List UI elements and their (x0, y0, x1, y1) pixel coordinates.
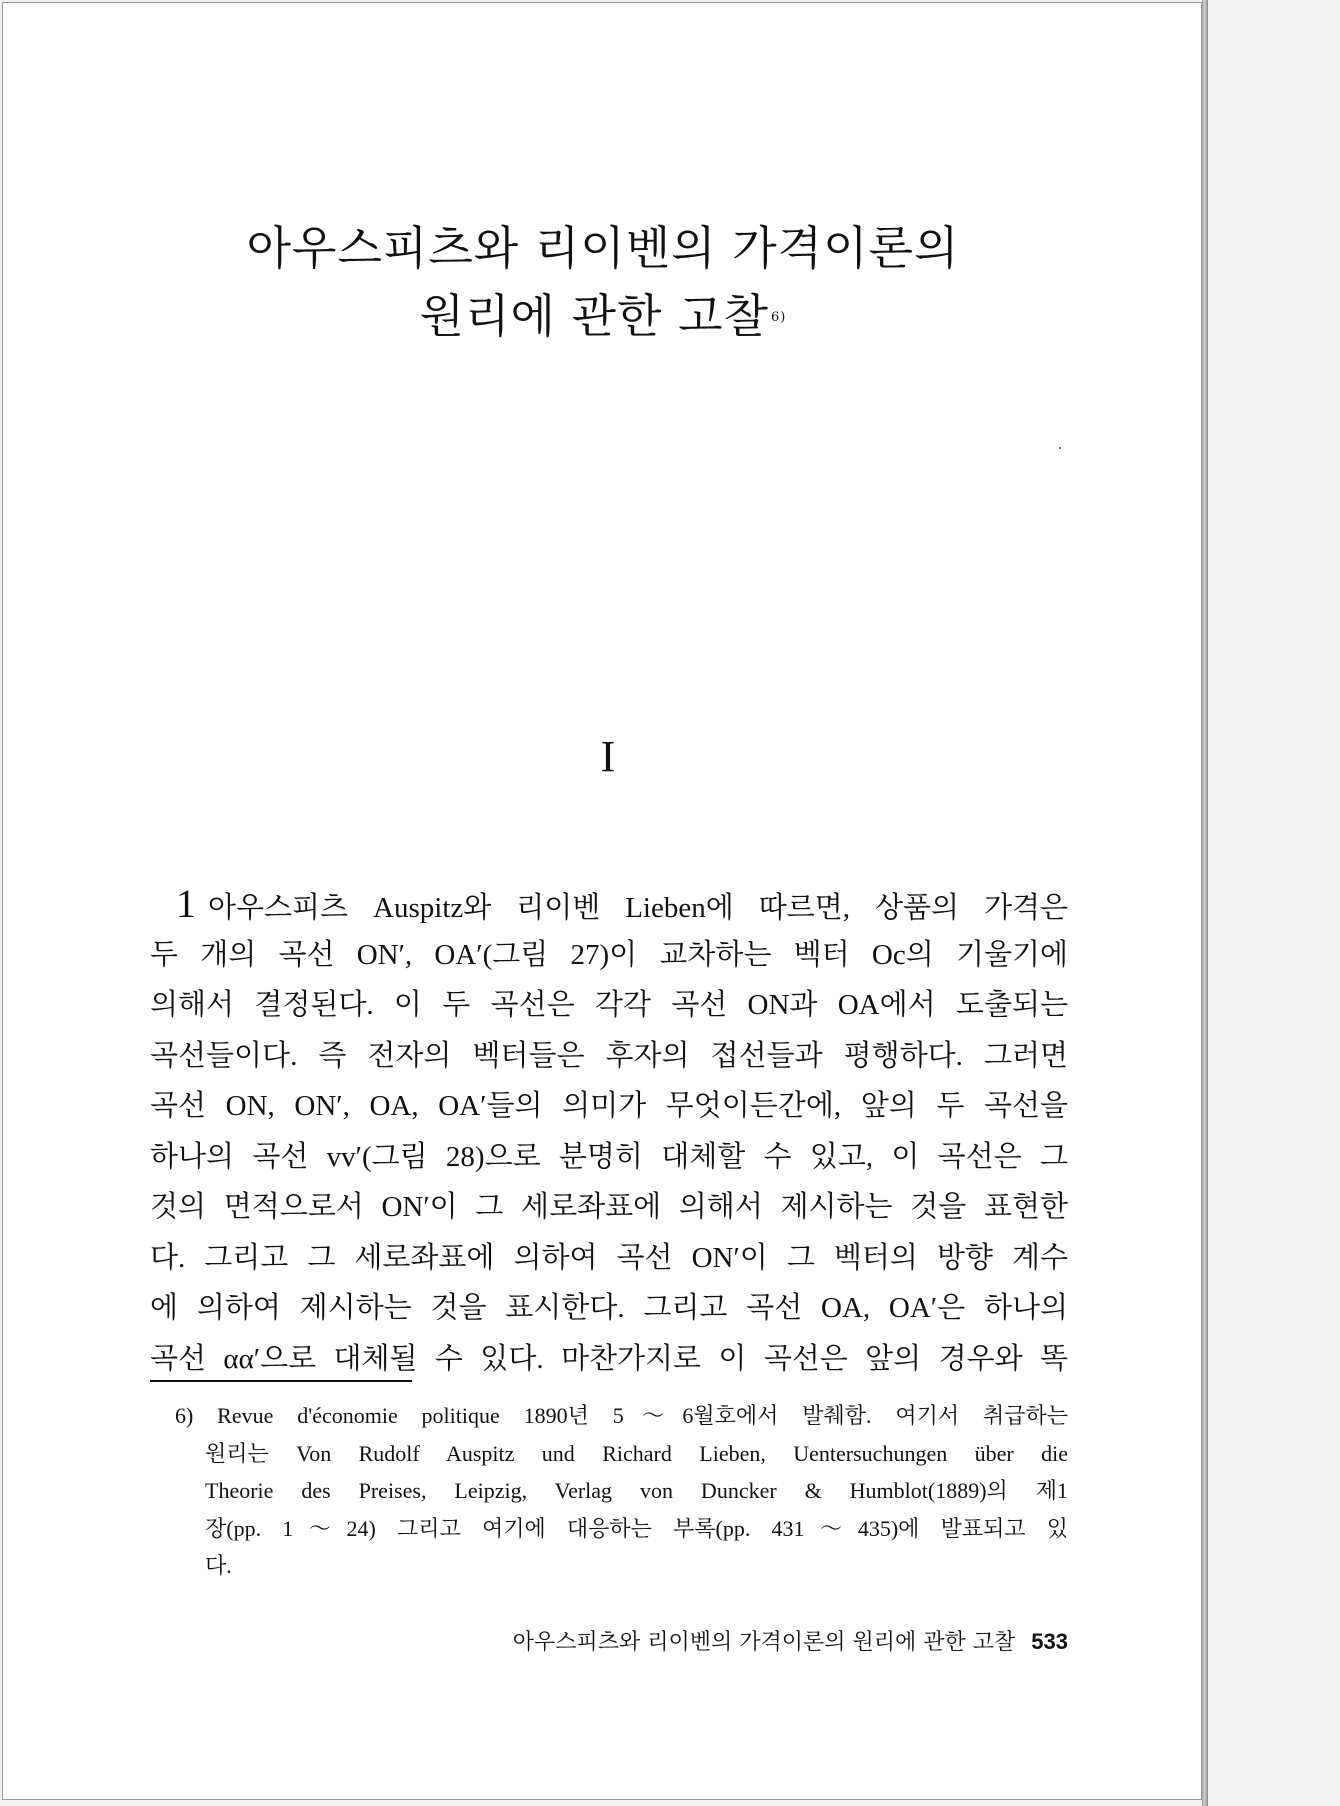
body-line: 곡선들이다. 즉 전자의 벡터들은 후자의 접선들과 평행하다. 그러면 (150, 1039, 1068, 1072)
chapter-title-line-1: 아우스피츠와 리이벤의 가격이론의 (246, 220, 960, 275)
section-numeral: I (600, 732, 616, 781)
chapter-title-line-2-text: 원리에 관한 고찰 (419, 288, 769, 343)
body-paragraph (150, 879, 1068, 1384)
footnote-divider (150, 1380, 412, 1382)
running-footer (513, 1625, 1068, 1656)
body-line-text: 아우스피츠 Auspitz와 리이벤 Lieben에 따르면, 상품의 가격은 (208, 892, 1068, 924)
book-spine-edge (1202, 0, 1208, 1806)
paragraph-number: 1 (176, 881, 196, 926)
scan-speck (1059, 447, 1061, 449)
body-line (150, 879, 1068, 930)
page-number: 533 (1031, 1629, 1068, 1654)
footnote-line: Theorie des Preises, Leipzig, Verlag von Duncker & Humblot(1889)의 제1 (205, 1478, 1068, 1503)
body-line: 다. 그리고 그 세로좌표에 의하여 곡선 ON′이 그 벡터의 방향 계수 (150, 1241, 1068, 1274)
footnote-line: 장(pp. 1～24) 그리고 여기에 대응하는 부록(pp. 431～435)에 발표되고 있 (205, 1515, 1068, 1541)
body-line: 하나의 곡선 vv′(그림 28)으로 분명히 대체할 수 있고, 이 곡선은 그 (150, 1140, 1068, 1173)
footnote-line: 6) Revue d'économie politique 1890년 5～6월호에서 발췌함. 여기서 취급하는 (175, 1403, 1068, 1428)
book-page (2, 2, 1202, 1800)
body-line: 곡선 αα′으로 대체될 수 있다. 마찬가지로 이 곡선은 앞의 경우와 똑 (150, 1342, 1068, 1375)
chapter-title (3, 214, 1203, 350)
footnote-line: 다. (205, 1553, 232, 1578)
body-line: 두 개의 곡선 ON′, OA′(그림 27)이 교차하는 벡터 Oc의 기울기에 (150, 938, 1068, 971)
body-line: 에 의하여 제시하는 것을 표시한다. 그리고 곡선 OA, OA′은 하나의 (150, 1292, 1068, 1324)
body-line: 것의 면적으로서 ON′이 그 세로좌표에 의해서 제시하는 것을 표현한 (150, 1191, 1068, 1223)
footnote (175, 1397, 1068, 1585)
body-line: 의해서 결정된다. 이 두 곡선은 각각 곡선 ON과 OA에서 도출되는 (150, 989, 1068, 1021)
chapter-title-line-2 (3, 282, 1203, 350)
body-line: 곡선 ON, ON′, OA, OA′들의 의미가 무엇이든간에, 앞의 두 곡선을 (150, 1090, 1068, 1122)
running-footer-title: 아우스피츠와 리이벤의 가격이론의 원리에 관한 고찰 (512, 1630, 1016, 1655)
footnote-line: 원리는 Von Rudolf Auspitz und Richard Lieben, Uentersuchungen über die (205, 1440, 1068, 1466)
title-footnote-ref: 6) (770, 309, 787, 325)
